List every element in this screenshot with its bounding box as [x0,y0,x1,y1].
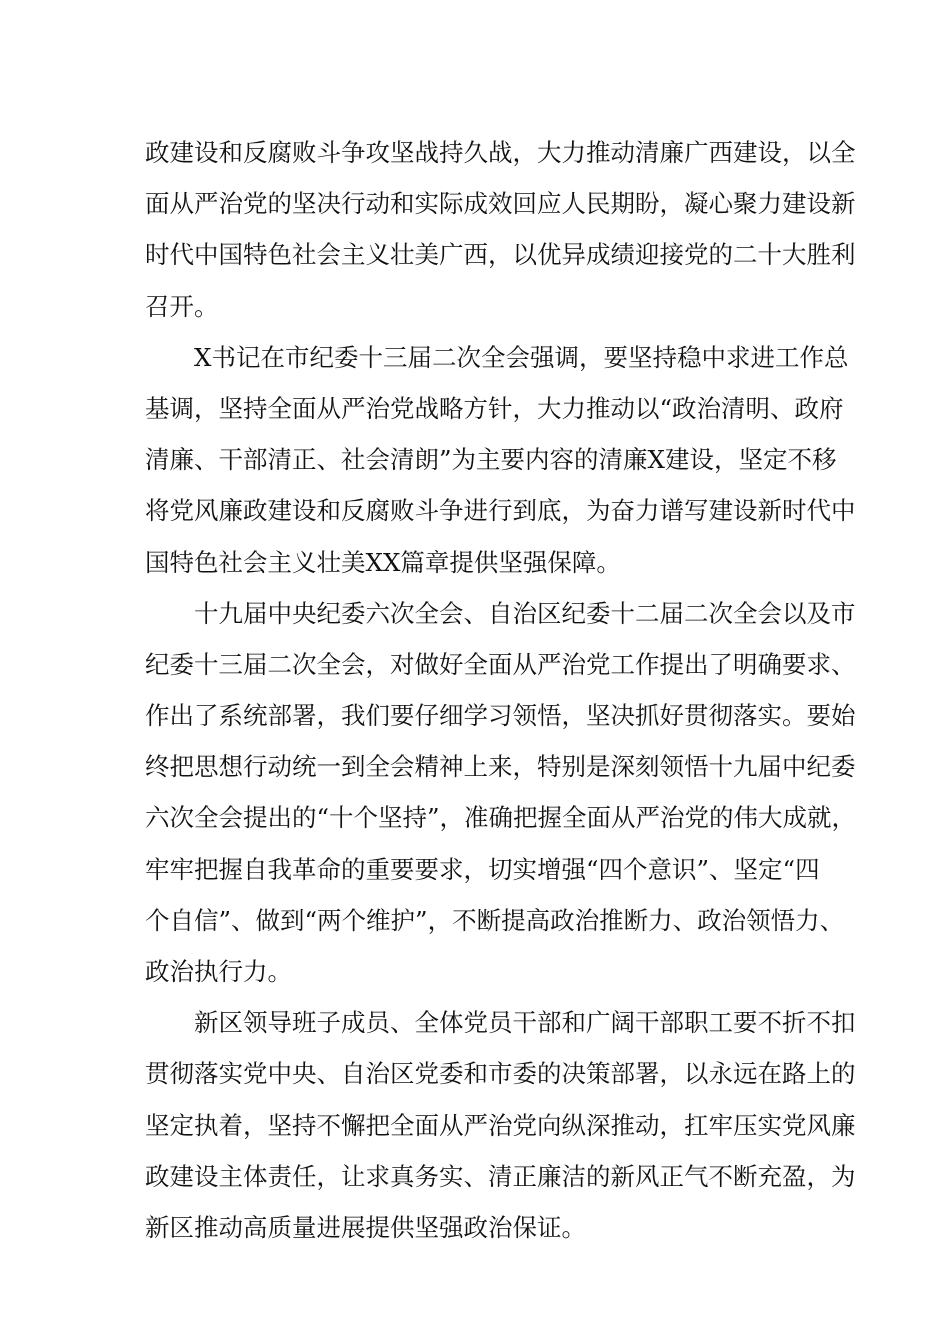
text-line: 纪委十三届二次全会，对做好全面从严治党工作提出了明确要求、 [145,649,856,679]
text-line: 坚定执着，坚持不懈把全面从严治党向纵深推动，扛牢压实党风廉 [145,1110,856,1140]
text-line: 基调，坚持全面从严治党战略方针，大力推动以“政治清明、政府 [145,393,844,423]
text-line: 政建设主体责任，让求真务实、清正廉洁的新风正气不断充盈，为 [145,1161,856,1191]
text-line: 新区领导班子成员、全体党员干部和广阔干部职工要不折不扣 [145,1008,856,1038]
text-line: 国特色社会主义壮美XX篇章提供坚强保障。 [145,547,621,577]
text-line: 新区推动高质量进展提供坚强政治保证。 [145,1212,586,1242]
paragraph-1 [145,127,856,332]
document-body [145,127,857,1253]
text-line: 召开。 [145,291,219,321]
paragraph-4 [145,997,856,1253]
text-line: 政治执行力。 [145,957,292,986]
paragraph-3 [145,588,857,998]
text-line: 时代中国特色社会主义壮美广西，以优异成绩迎接党的二十大胜利 [145,240,856,270]
text-line: 六次全会提出的“十个坚持”，准确把握全面从严治党的伟大成就， [145,803,857,833]
text-line: 政建设和反腐败斗争攻坚战持久战，大力推动清廉广西建设，以全 [145,138,856,167]
text-line: 将党风廉政建设和反腐败斗争进行到底，为奋力谱写建设新时代中 [145,496,856,526]
text-line: 终把思想行动统一到全会精神上来，特别是深刻领悟十九届中纪委 [145,752,856,782]
text-line: 牢牢把握自我革命的重要要求，切实增强“四个意识”、坚定“四 [145,854,820,884]
text-line: 个自信”、做到“两个维护”，不断提高政治推断力、政治领悟力、 [145,905,845,935]
text-line: 清廉、干部清正、社会清朗”为主要内容的清廉X建设，坚定不移 [145,445,837,475]
text-line: 贯彻落实党中央、自治区党委和市委的决策部署，以永远在路上的 [145,1059,856,1089]
text-line: 面从严治党的坚决行动和实际成效回应人民期盼，凝心聚力建设新 [145,189,856,219]
text-line: 作出了系统部署，我们要仔细学习领悟，坚决抓好贯彻落实。要始 [145,701,856,731]
text-line: 十九届中央纪委六次全会、自治区纪委十二届二次全会以及市 [145,598,856,628]
paragraph-2 [145,332,856,588]
text-line: X书记在市纪委十三届二次全会强调，要坚持稳中求进工作总 [145,342,849,372]
